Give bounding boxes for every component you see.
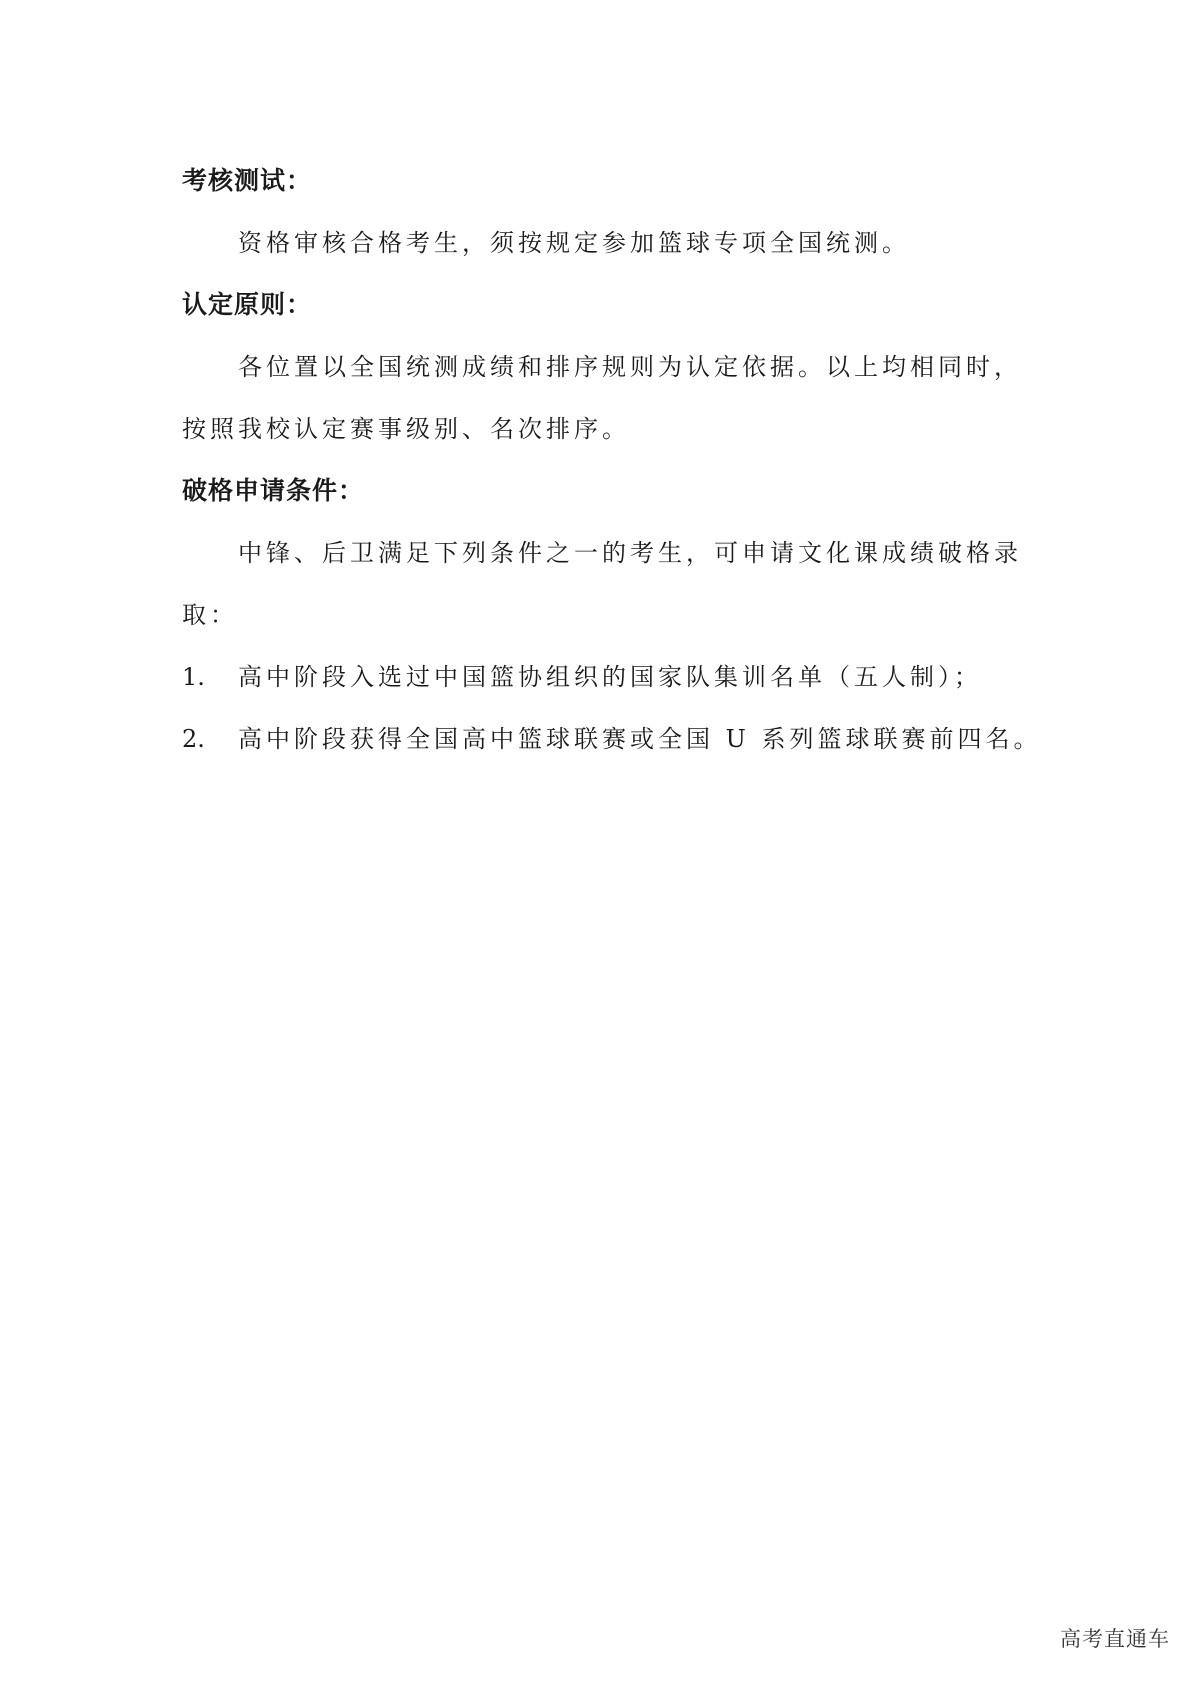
section-heading-exception-conditions: 破格申请条件： — [182, 476, 365, 505]
list-item-text: 高中阶段入选过中国篮协组织的国家队集训名单（五人制）； — [238, 663, 982, 691]
section-heading-recognition-principle: 认定原则： — [182, 290, 313, 319]
list-item-text: 高中阶段获得全国高中篮球联赛或全国 U 系列篮球联赛前四名。 — [238, 725, 1042, 753]
list-item-number: 2. — [182, 725, 205, 753]
section-paragraph-recognition-principle: 各位置以全国统测成绩和排序规则为认定依据。以上均相同时，按照我校认定赛事级别、名次排序。 — [182, 353, 1022, 443]
list-item-number: 1. — [182, 663, 205, 691]
section-paragraph-exception-conditions: 中锋、后卫满足下列条件之一的考生，可申请文化课成绩破格录取： — [182, 539, 1022, 629]
section-paragraph-assessment-test: 资格审核合格考生，须按规定参加篮球专项全国统测。 — [238, 229, 910, 257]
list-item — [182, 708, 1042, 770]
section-heading-assessment-test: 考核测试： — [182, 166, 313, 195]
document-body — [182, 150, 1042, 770]
footer-brand-watermark: 高考直通车 — [1060, 1627, 1170, 1651]
list-item — [182, 646, 1022, 708]
